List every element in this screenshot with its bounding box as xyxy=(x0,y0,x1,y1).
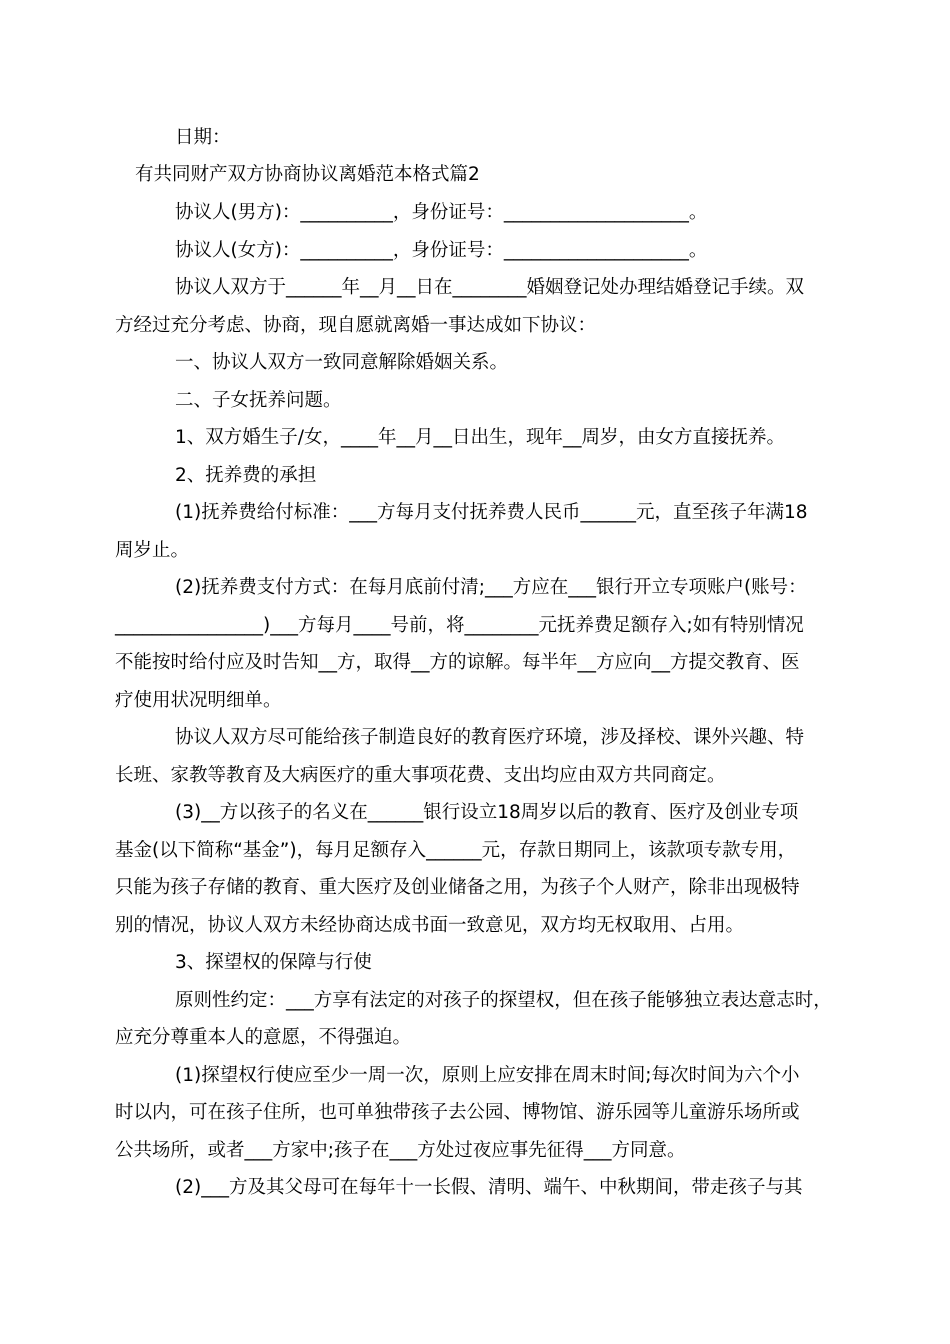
paragraph-line: (1)探望权行使应至少一周一次，原则上应安排在周末时间;每次时间为六个小 xyxy=(175,1065,800,1086)
paragraph-line: 协议人双方尽可能给孩子制造良好的教育医疗环境，涉及择校、课外兴趣、特 xyxy=(175,727,805,748)
paragraph-line: ________________)___方每月____号前，将________元抚养费足额存入;如有特别情况 xyxy=(115,615,804,636)
paragraph-line: 方经过充分考虑、协商，现自愿就离婚一事达成如下协议： xyxy=(115,315,597,336)
paragraph-line: 基金(以下简称“基金”)，每月足额存入______元，存款日期同上，该款项专款专用， xyxy=(115,840,797,861)
section-title: 有共同财产双方协商协议离婚范本格式篇2 xyxy=(135,164,480,185)
subclause-heading: 2、抚养费的承担 xyxy=(175,465,317,486)
paragraph-line: 时以内，可在孩子住所，也可单独带孩子去公园、博物馆、游乐园等儿童游乐场所或 xyxy=(115,1102,800,1123)
clause-heading: 二、子女抚养问题。 xyxy=(175,390,342,411)
clause-heading: 一、协议人双方一致同意解除婚姻关系。 xyxy=(175,352,509,373)
paragraph-line: (2)___方及其父母可在每年十一长假、清明、端午、中秋期间，带走孩子与其 xyxy=(175,1177,803,1198)
party-male-line: 协议人(男方)：__________，身份证号：____________________。 xyxy=(175,202,708,223)
date-label: 日期： xyxy=(175,127,231,148)
paragraph-line: (1)抚养费给付标准：___方每月支付抚养费人民币______元，直至孩子年满18 xyxy=(175,502,808,523)
paragraph-line: 疗使用状况明细单。 xyxy=(115,690,282,711)
paragraph-line: 1、双方婚生子/女，____年__月__日出生，现年__周岁，由女方直接抚养。 xyxy=(175,427,786,448)
paragraph-line: 原则性约定：___方享有法定的对孩子的探望权，但在孩子能够独立表达意志时， xyxy=(175,990,832,1011)
paragraph-line: (3)__方以孩子的名义在______银行设立18周岁以后的教育、医疗及创业专项 xyxy=(175,802,799,823)
paragraph-line: (2)抚养费支付方式：在每月底前付清;___方应在___银行开立专项账户(账号： xyxy=(175,577,807,598)
paragraph-line: 只能为孩子存储的教育、重大医疗及创业储备之用，为孩子个人财产，除非出现极特 xyxy=(115,877,800,898)
subclause-heading: 3、探望权的保障与行使 xyxy=(175,952,372,973)
party-female-line: 协议人(女方)：__________，身份证号：____________________。 xyxy=(175,240,708,261)
paragraph-line: 周岁止。 xyxy=(115,540,190,561)
paragraph-line: 协议人双方于______年__月__日在________婚姻登记处办理结婚登记手续。双 xyxy=(175,277,805,298)
paragraph-line: 应充分尊重本人的意愿，不得强迫。 xyxy=(115,1027,412,1048)
paragraph-line: 别的情况，协议人双方未经协商达成书面一致意见，双方均无权取用、占用。 xyxy=(115,915,745,936)
paragraph-line: 长班、家教等教育及大病医疗的重大事项花费、支出均应由双方共同商定。 xyxy=(115,765,726,786)
paragraph-line: 公共场所，或者___方家中;孩子在___方处过夜应事先征得___方同意。 xyxy=(115,1140,686,1161)
paragraph-line: 不能按时给付应及时告知__方，取得__方的谅解。每半年__方应向__方提交教育、医 xyxy=(115,652,800,673)
